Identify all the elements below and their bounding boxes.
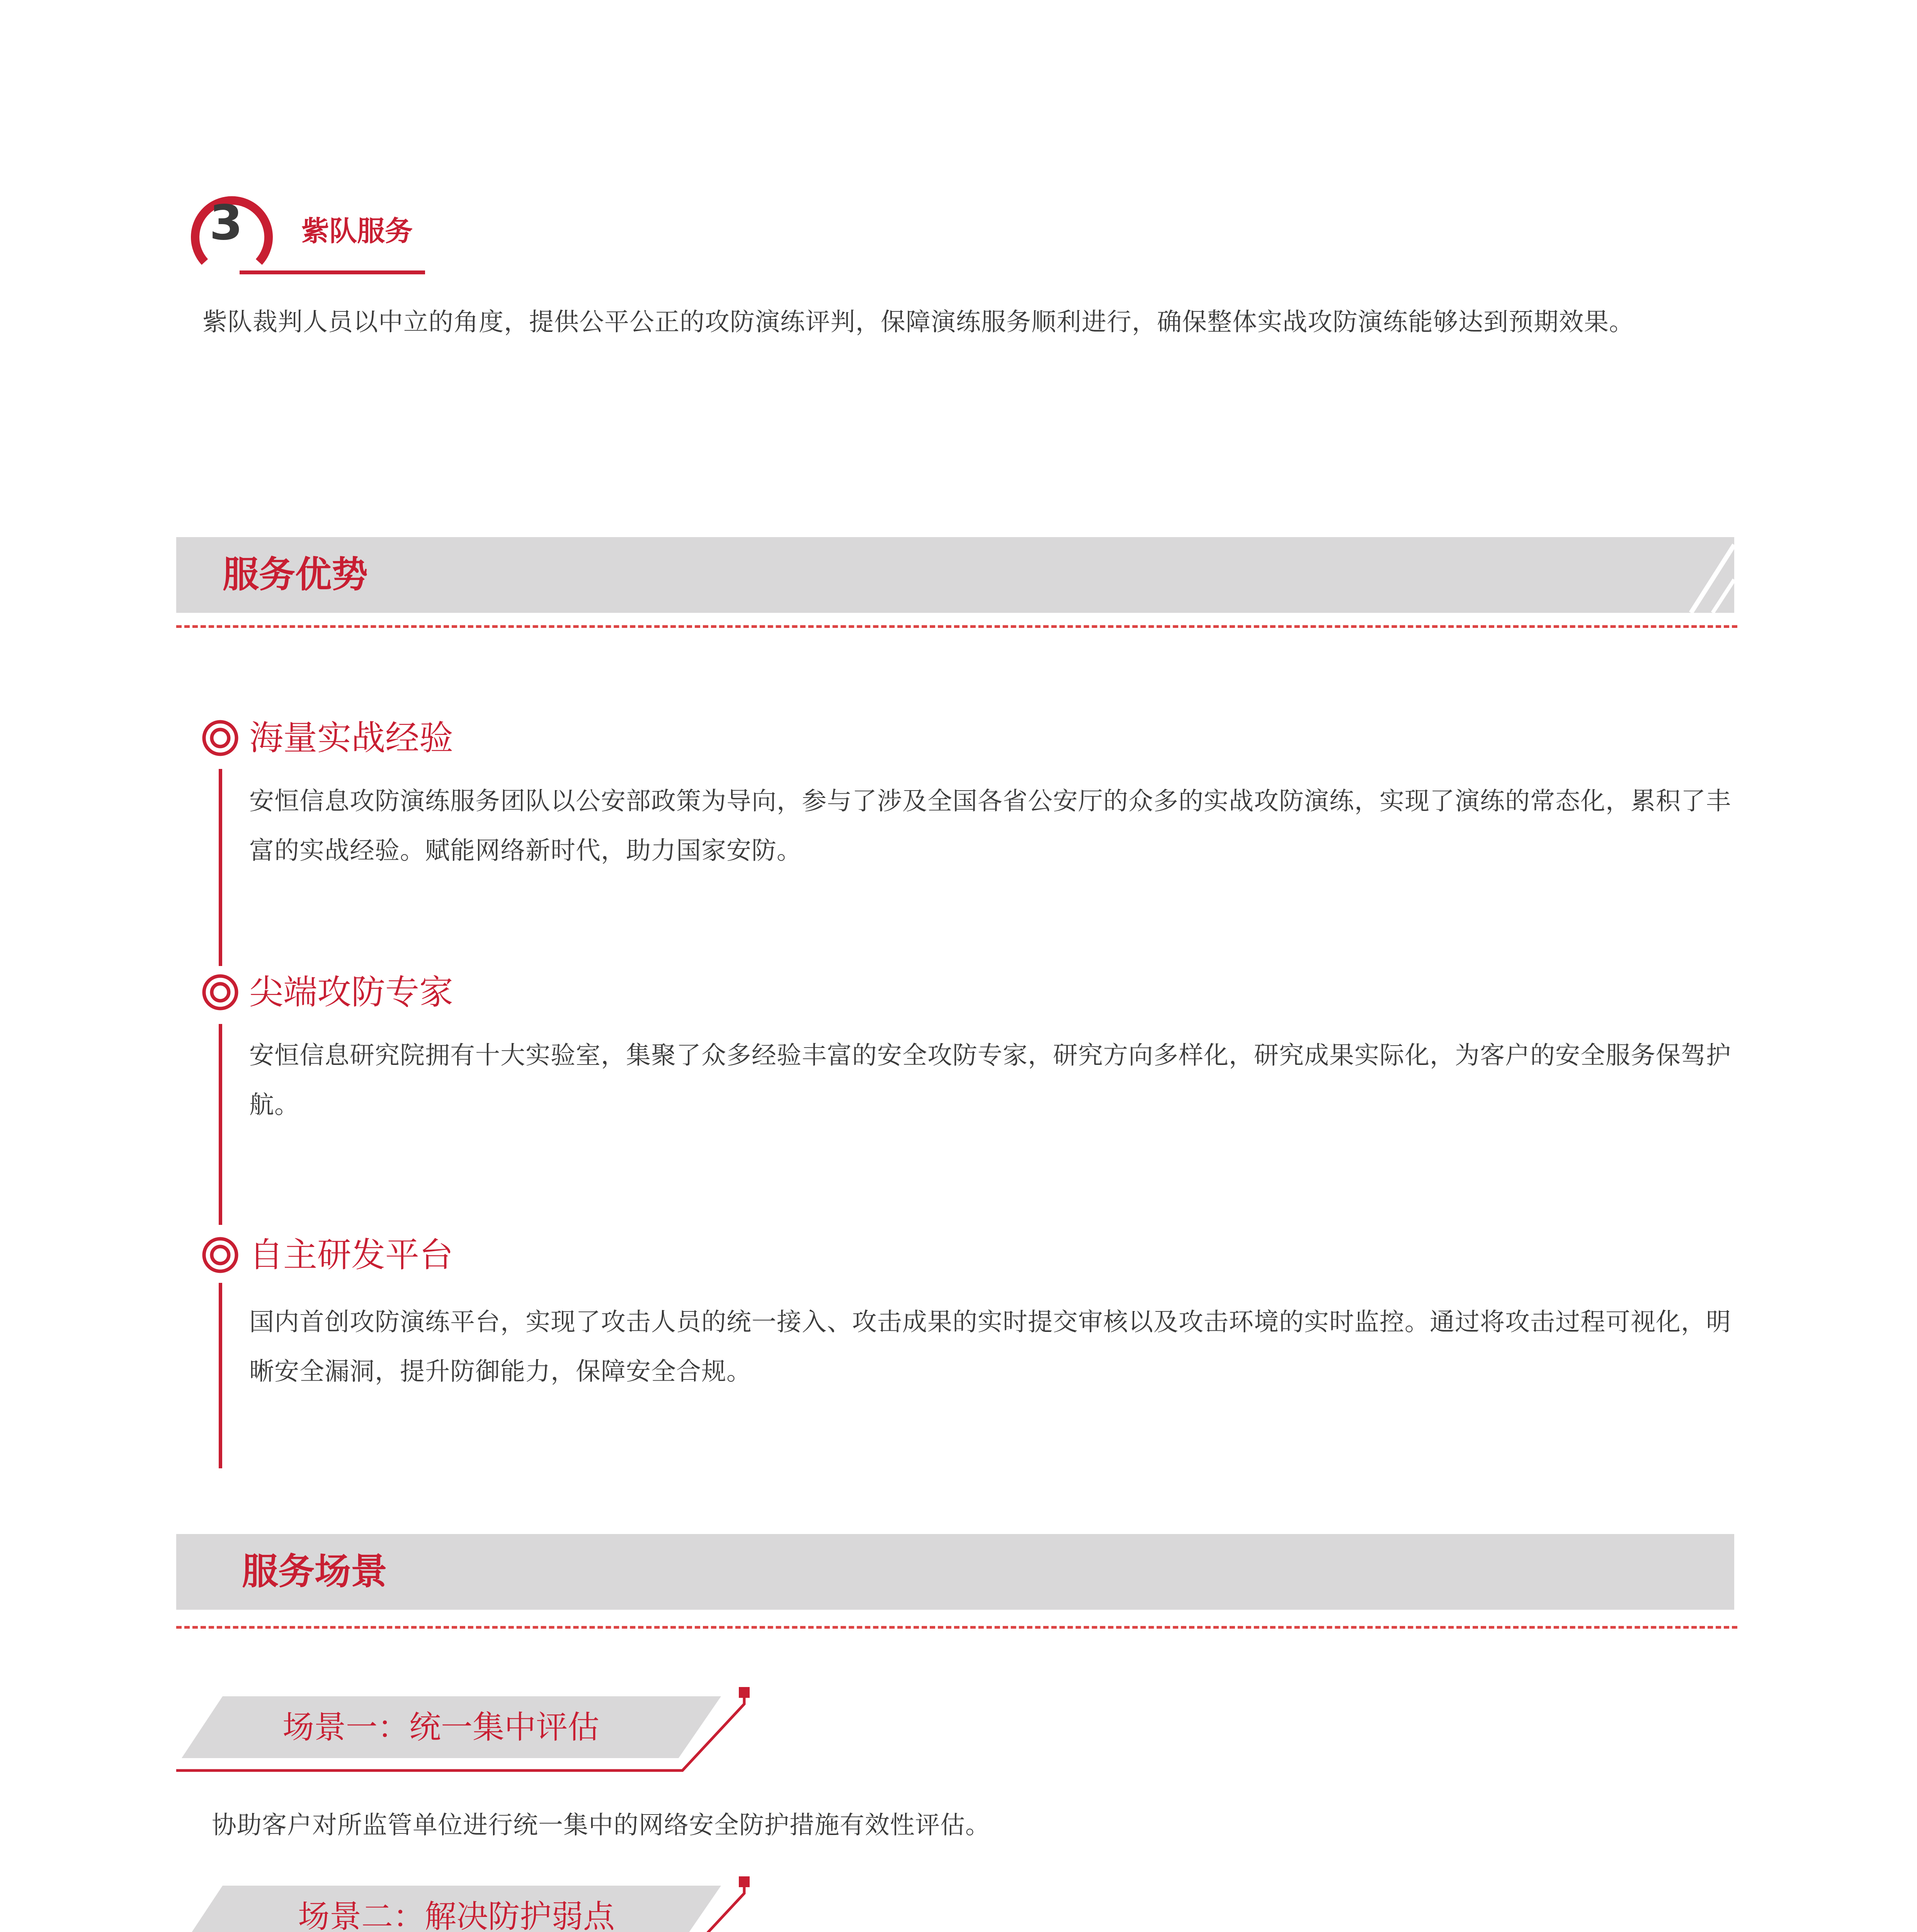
scene-tab	[176, 1685, 767, 1774]
section-number: 3	[209, 195, 243, 251]
target-icon	[202, 1236, 239, 1274]
advantage-text: 安恒信息研究院拥有十大实验室，集聚了众多经验丰富的安全攻防专家，研究方向多样化，研究成果实际化，为客户的安全服务保驾护航。	[249, 1041, 1731, 1119]
timeline-line-1	[219, 769, 222, 966]
advantage-text: 安恒信息攻防演练服务团队以公安部政策为导向，参与了涉及全国各省公安厅的众多的实战攻防演练，实现了演练的常态化，累积了丰富的实战经验。赋能网络新时代，助力国家安防。	[249, 787, 1731, 865]
scenes-divider	[176, 1626, 1737, 1629]
advantages-banner	[176, 537, 1734, 613]
timeline-line-3	[219, 1283, 222, 1468]
timeline-line-2	[219, 1024, 222, 1225]
section-title: 紫队服务	[301, 215, 413, 247]
advantages-divider	[176, 625, 1737, 628]
target-icon	[202, 719, 239, 757]
advantage-title: 自主研发平台	[249, 1235, 454, 1275]
advantage-title: 尖端攻防专家	[249, 972, 454, 1012]
target-icon	[202, 974, 239, 1011]
advantage-title: 海量实战经验	[249, 718, 454, 758]
scene-text: 协助客户对所监管单位进行统一集中的网络安全防护措施有效性评估。	[212, 1811, 990, 1840]
advantages-heading: 服务优势	[223, 554, 368, 596]
banner-corner-decoration	[1668, 537, 1734, 613]
scene-tab	[176, 1874, 767, 1932]
advantage-text: 国内首创攻防演练平台，实现了攻击人员的统一接入、攻击成果的实时提交审核以及攻击环境的实时监控。通过将攻击过程可视化，明晰安全漏洞，提升防御能力，保障安全合规。	[249, 1308, 1731, 1386]
section-description: 紫队裁判人员以中立的角度，提供公平公正的攻防演练评判，保障演练服务顺利进行，确保整体实战攻防演练能够达到预期效果。	[202, 308, 1634, 337]
scenes-banner	[176, 1534, 1734, 1610]
scene-title: 场景一：统一集中评估	[282, 1709, 599, 1746]
section-title-underline	[240, 270, 425, 274]
scene-title: 场景二：解决防护弱点	[298, 1898, 615, 1932]
scenes-heading: 服务场景	[242, 1551, 388, 1593]
